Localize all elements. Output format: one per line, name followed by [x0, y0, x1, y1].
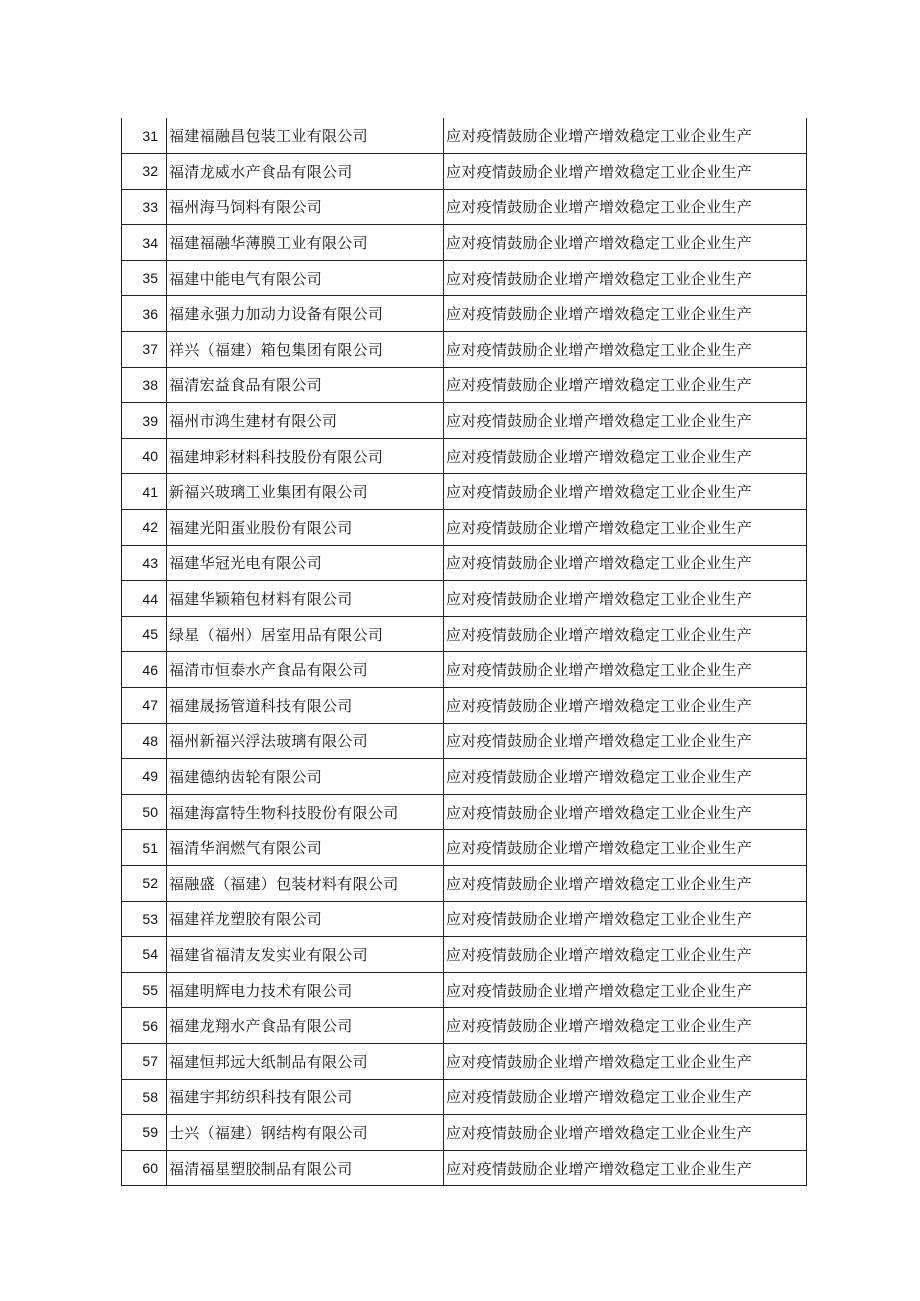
row-number: 60: [122, 1150, 167, 1186]
project-name-cell: 应对疫情鼓励企业增产增效稳定工业企业生产: [444, 118, 807, 154]
company-name-cell: 福建光阳蛋业股份有限公司: [167, 510, 444, 546]
company-name-cell: 福建省福清友发实业有限公司: [167, 937, 444, 973]
row-number: 37: [122, 332, 167, 368]
row-number: 36: [122, 296, 167, 332]
company-name-cell: 福建福融昌包装工业有限公司: [167, 118, 444, 154]
company-name-cell: 福建华颖箱包材料有限公司: [167, 581, 444, 617]
table-row: [122, 474, 807, 510]
project-name-cell: 应对疫情鼓励企业增产增效稳定工业企业生产: [444, 1150, 807, 1186]
company-name-cell: 福建永强力加动力设备有限公司: [167, 296, 444, 332]
company-name-cell: 福州市鸿生建材有限公司: [167, 403, 444, 439]
table-row: [122, 937, 807, 973]
project-name-cell: 应对疫情鼓励企业增产增效稳定工业企业生产: [444, 474, 807, 510]
project-name-cell: 应对疫情鼓励企业增产增效稳定工业企业生产: [444, 189, 807, 225]
table-row: [122, 296, 807, 332]
row-number: 32: [122, 154, 167, 190]
company-name-cell: 福州海马饲料有限公司: [167, 189, 444, 225]
row-number: 49: [122, 759, 167, 795]
project-name-cell: 应对疫情鼓励企业增产增效稳定工业企业生产: [444, 1008, 807, 1044]
company-name-cell: 福建福融华薄膜工业有限公司: [167, 225, 444, 261]
row-number: 34: [122, 225, 167, 261]
row-number: 51: [122, 830, 167, 866]
table-row: [122, 1008, 807, 1044]
company-name-cell: 福建海富特生物科技股份有限公司: [167, 794, 444, 830]
company-name-cell: 福建明辉电力技术有限公司: [167, 972, 444, 1008]
table-row: [122, 367, 807, 403]
company-name-cell: 福清福星塑胶制品有限公司: [167, 1150, 444, 1186]
company-name-cell: 绿星（福州）居室用品有限公司: [167, 616, 444, 652]
company-name-cell: 福建中能电气有限公司: [167, 260, 444, 296]
row-number: 40: [122, 438, 167, 474]
project-name-cell: 应对疫情鼓励企业增产增效稳定工业企业生产: [444, 830, 807, 866]
company-name-cell: 福清市恒泰水产食品有限公司: [167, 652, 444, 688]
company-name-cell: 祥兴（福建）箱包集团有限公司: [167, 332, 444, 368]
project-name-cell: 应对疫情鼓励企业增产增效稳定工业企业生产: [444, 652, 807, 688]
project-name-cell: 应对疫情鼓励企业增产增效稳定工业企业生产: [444, 1115, 807, 1151]
project-name-cell: 应对疫情鼓励企业增产增效稳定工业企业生产: [444, 438, 807, 474]
project-name-cell: 应对疫情鼓励企业增产增效稳定工业企业生产: [444, 367, 807, 403]
company-name-cell: 士兴（福建）钢结构有限公司: [167, 1115, 444, 1151]
table-row: [122, 403, 807, 439]
table-row: [122, 865, 807, 901]
project-name-cell: 应对疫情鼓励企业增产增效稳定工业企业生产: [444, 260, 807, 296]
row-number: 46: [122, 652, 167, 688]
row-number: 44: [122, 581, 167, 617]
company-table-wrapper: [121, 118, 806, 1186]
company-name-cell: 福建恒邦远大纸制品有限公司: [167, 1043, 444, 1079]
company-name-cell: 福建祥龙塑胶有限公司: [167, 901, 444, 937]
project-name-cell: 应对疫情鼓励企业增产增效稳定工业企业生产: [444, 972, 807, 1008]
project-name-cell: 应对疫情鼓励企业增产增效稳定工业企业生产: [444, 794, 807, 830]
table-row: [122, 545, 807, 581]
row-number: 50: [122, 794, 167, 830]
company-name-cell: 福建坤彩材料科技股份有限公司: [167, 438, 444, 474]
row-number: 52: [122, 865, 167, 901]
project-name-cell: 应对疫情鼓励企业增产增效稳定工业企业生产: [444, 688, 807, 724]
table-row: [122, 189, 807, 225]
company-table: [121, 118, 807, 1186]
row-number: 54: [122, 937, 167, 973]
table-row: [122, 759, 807, 795]
table-row: [122, 510, 807, 546]
project-name-cell: 应对疫情鼓励企业增产增效稳定工业企业生产: [444, 545, 807, 581]
table-row: [122, 332, 807, 368]
row-number: 43: [122, 545, 167, 581]
row-number: 48: [122, 723, 167, 759]
row-number: 39: [122, 403, 167, 439]
company-name-cell: 福州新福兴浮法玻璃有限公司: [167, 723, 444, 759]
row-number: 38: [122, 367, 167, 403]
project-name-cell: 应对疫情鼓励企业增产增效稳定工业企业生产: [444, 154, 807, 190]
project-name-cell: 应对疫情鼓励企业增产增效稳定工业企业生产: [444, 332, 807, 368]
project-name-cell: 应对疫情鼓励企业增产增效稳定工业企业生产: [444, 225, 807, 261]
table-row: [122, 225, 807, 261]
row-number: 47: [122, 688, 167, 724]
table-row: [122, 830, 807, 866]
company-name-cell: 福清宏益食品有限公司: [167, 367, 444, 403]
table-row: [122, 794, 807, 830]
company-name-cell: 福建龙翔水产食品有限公司: [167, 1008, 444, 1044]
project-name-cell: 应对疫情鼓励企业增产增效稳定工业企业生产: [444, 937, 807, 973]
company-name-cell: 福建德纳齿轮有限公司: [167, 759, 444, 795]
company-name-cell: 福清华润燃气有限公司: [167, 830, 444, 866]
company-name-cell: 福建晟扬管道科技有限公司: [167, 688, 444, 724]
table-row: [122, 652, 807, 688]
company-name-cell: 福融盛（福建）包装材料有限公司: [167, 865, 444, 901]
row-number: 35: [122, 260, 167, 296]
table-row: [122, 438, 807, 474]
company-name-cell: 新福兴玻璃工业集团有限公司: [167, 474, 444, 510]
row-number: 53: [122, 901, 167, 937]
project-name-cell: 应对疫情鼓励企业增产增效稳定工业企业生产: [444, 616, 807, 652]
company-table-body: [122, 118, 807, 1186]
row-number: 59: [122, 1115, 167, 1151]
table-row: [122, 1079, 807, 1115]
row-number: 56: [122, 1008, 167, 1044]
table-row: [122, 723, 807, 759]
table-row: [122, 1150, 807, 1186]
project-name-cell: 应对疫情鼓励企业增产增效稳定工业企业生产: [444, 296, 807, 332]
project-name-cell: 应对疫情鼓励企业增产增效稳定工业企业生产: [444, 723, 807, 759]
table-row: [122, 901, 807, 937]
project-name-cell: 应对疫情鼓励企业增产增效稳定工业企业生产: [444, 759, 807, 795]
row-number: 33: [122, 189, 167, 225]
row-number: 45: [122, 616, 167, 652]
row-number: 31: [122, 118, 167, 154]
company-name-cell: 福建华冠光电有限公司: [167, 545, 444, 581]
company-name-cell: 福清龙威水产食品有限公司: [167, 154, 444, 190]
project-name-cell: 应对疫情鼓励企业增产增效稳定工业企业生产: [444, 403, 807, 439]
project-name-cell: 应对疫情鼓励企业增产增效稳定工业企业生产: [444, 865, 807, 901]
table-row: [122, 581, 807, 617]
project-name-cell: 应对疫情鼓励企业增产增效稳定工业企业生产: [444, 510, 807, 546]
project-name-cell: 应对疫情鼓励企业增产增效稳定工业企业生产: [444, 581, 807, 617]
table-row: [122, 118, 807, 154]
row-number: 57: [122, 1043, 167, 1079]
row-number: 55: [122, 972, 167, 1008]
row-number: 42: [122, 510, 167, 546]
table-row: [122, 616, 807, 652]
table-row: [122, 688, 807, 724]
project-name-cell: 应对疫情鼓励企业增产增效稳定工业企业生产: [444, 1079, 807, 1115]
table-row: [122, 260, 807, 296]
table-row: [122, 1115, 807, 1151]
row-number: 41: [122, 474, 167, 510]
table-row: [122, 154, 807, 190]
table-row: [122, 1043, 807, 1079]
table-row: [122, 972, 807, 1008]
row-number: 58: [122, 1079, 167, 1115]
project-name-cell: 应对疫情鼓励企业增产增效稳定工业企业生产: [444, 901, 807, 937]
project-name-cell: 应对疫情鼓励企业增产增效稳定工业企业生产: [444, 1043, 807, 1079]
company-name-cell: 福建宇邦纺织科技有限公司: [167, 1079, 444, 1115]
